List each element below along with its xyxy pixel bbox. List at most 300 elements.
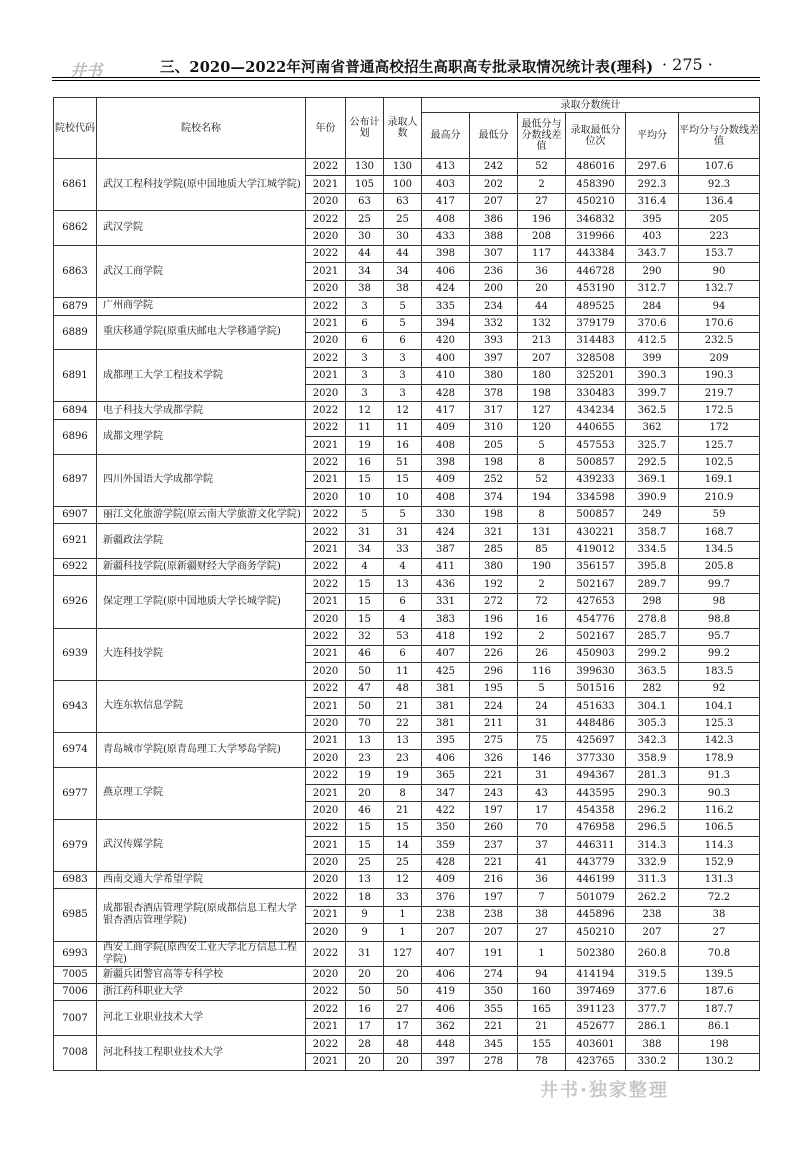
min-diff-cell: 37	[518, 837, 566, 854]
header-plan: 公布计划	[346, 98, 384, 159]
min-rank-cell: 502380	[566, 941, 626, 966]
avg-diff-cell: 205	[679, 211, 760, 228]
avg-diff-cell: 94	[679, 298, 760, 315]
table-row	[54, 628, 760, 645]
min-diff-cell: 5	[518, 680, 566, 697]
min-score-cell: 380	[470, 558, 518, 575]
min-rank-cell: 391123	[566, 1001, 626, 1018]
avg-score-cell: 362.5	[626, 402, 679, 419]
max-score-cell: 381	[422, 680, 470, 697]
min-rank-cell: 434234	[566, 402, 626, 419]
admitted-cell: 12	[384, 872, 422, 889]
min-diff-cell: 180	[518, 367, 566, 384]
avg-diff-cell: 172.5	[679, 402, 760, 419]
min-rank-cell: 446311	[566, 837, 626, 854]
max-score-cell: 411	[422, 558, 470, 575]
avg-score-cell: 284	[626, 298, 679, 315]
min-diff-cell: 44	[518, 298, 566, 315]
min-score-cell: 216	[470, 872, 518, 889]
year-cell: 2022	[306, 506, 346, 523]
min-score-cell: 211	[470, 715, 518, 732]
school-code: 6879	[54, 298, 97, 315]
min-rank-cell: 440655	[566, 419, 626, 436]
avg-score-cell: 343.7	[626, 245, 679, 262]
year-cell: 2022	[306, 1001, 346, 1018]
min-rank-cell: 330483	[566, 385, 626, 402]
avg-diff-cell: 95.7	[679, 628, 760, 645]
min-rank-cell: 454776	[566, 611, 626, 628]
avg-score-cell: 260.8	[626, 941, 679, 966]
max-score-cell: 425	[422, 663, 470, 680]
year-cell: 2021	[306, 1053, 346, 1070]
school-name: 丽江文化旅游学院(原云南大学旅游文化学院)	[97, 506, 306, 523]
avg-diff-cell: 168.7	[679, 524, 760, 541]
admitted-cell: 4	[384, 558, 422, 575]
table-row	[54, 350, 760, 367]
table-row	[54, 966, 760, 983]
max-score-cell: 376	[422, 889, 470, 906]
min-rank-cell: 448486	[566, 715, 626, 732]
max-score-cell: 407	[422, 941, 470, 966]
max-score-cell: 433	[422, 228, 470, 245]
plan-cell: 10	[346, 489, 384, 506]
avg-score-cell: 249	[626, 506, 679, 523]
school-name: 成都理工大学工程技术学院	[97, 350, 306, 402]
plan-cell: 16	[346, 1001, 384, 1018]
avg-score-cell: 314.3	[626, 837, 679, 854]
school-code: 6863	[54, 245, 97, 297]
year-cell: 2021	[306, 437, 346, 454]
year-cell: 2022	[306, 941, 346, 966]
min-rank-cell: 346832	[566, 211, 626, 228]
school-code: 6974	[54, 732, 97, 767]
school-name: 四川外国语大学成都学院	[97, 454, 306, 506]
avg-diff-cell: 209	[679, 350, 760, 367]
max-score-cell: 448	[422, 1036, 470, 1053]
avg-score-cell: 412.5	[626, 332, 679, 349]
school-name: 西安工商学院(原西安工业大学北方信息工程学院)	[97, 941, 306, 966]
max-score-cell: 383	[422, 611, 470, 628]
min-rank-cell: 476958	[566, 819, 626, 836]
min-diff-cell: 16	[518, 611, 566, 628]
avg-score-cell: 395	[626, 211, 679, 228]
avg-diff-cell: 114.3	[679, 837, 760, 854]
school-name: 河北工业职业技术大学	[97, 1001, 306, 1036]
avg-diff-cell: 38	[679, 906, 760, 923]
avg-diff-cell: 92.3	[679, 176, 760, 193]
max-score-cell: 408	[422, 437, 470, 454]
min-rank-cell: 450210	[566, 924, 626, 941]
avg-diff-cell: 125.3	[679, 715, 760, 732]
max-score-cell: 406	[422, 750, 470, 767]
min-score-cell: 274	[470, 966, 518, 983]
school-code: 6977	[54, 767, 97, 819]
plan-cell: 50	[346, 698, 384, 715]
admitted-cell: 8	[384, 785, 422, 802]
table-row	[54, 298, 760, 315]
min-diff-cell: 1	[518, 941, 566, 966]
year-cell: 2021	[306, 176, 346, 193]
min-score-cell: 195	[470, 680, 518, 697]
year-cell: 2021	[306, 906, 346, 923]
avg-score-cell: 304.1	[626, 698, 679, 715]
plan-cell: 20	[346, 966, 384, 983]
table-row	[54, 402, 760, 419]
avg-score-cell: 362	[626, 419, 679, 436]
table-row	[54, 159, 760, 176]
min-diff-cell: 24	[518, 698, 566, 715]
min-score-cell: 224	[470, 698, 518, 715]
school-code: 6921	[54, 524, 97, 559]
max-score-cell: 359	[422, 837, 470, 854]
school-name: 新疆政法学院	[97, 524, 306, 559]
plan-cell: 23	[346, 750, 384, 767]
admitted-cell: 25	[384, 211, 422, 228]
table-body	[54, 159, 760, 1071]
school-code: 6926	[54, 576, 97, 628]
min-score-cell: 310	[470, 419, 518, 436]
max-score-cell: 330	[422, 506, 470, 523]
table-row	[54, 1036, 760, 1053]
avg-diff-cell: 183.5	[679, 663, 760, 680]
avg-score-cell: 377.7	[626, 1001, 679, 1018]
plan-cell: 32	[346, 628, 384, 645]
avg-score-cell: 289.7	[626, 576, 679, 593]
avg-diff-cell: 132.7	[679, 280, 760, 297]
avg-score-cell: 311.3	[626, 872, 679, 889]
min-score-cell: 191	[470, 941, 518, 966]
year-cell: 2022	[306, 576, 346, 593]
avg-score-cell: 286.1	[626, 1018, 679, 1035]
min-diff-cell: 41	[518, 854, 566, 871]
avg-diff-cell: 153.7	[679, 245, 760, 262]
plan-cell: 3	[346, 385, 384, 402]
year-cell: 2022	[306, 419, 346, 436]
avg-diff-cell: 106.5	[679, 819, 760, 836]
min-diff-cell: 127	[518, 402, 566, 419]
min-rank-cell: 500857	[566, 506, 626, 523]
school-name: 西南交通大学希望学院	[97, 872, 306, 889]
table-row	[54, 576, 760, 593]
min-rank-cell: 414194	[566, 966, 626, 983]
year-cell: 2020	[306, 966, 346, 983]
avg-score-cell: 297.6	[626, 159, 679, 176]
avg-score-cell: 342.3	[626, 732, 679, 749]
min-diff-cell: 72	[518, 593, 566, 610]
avg-diff-cell: 72.2	[679, 889, 760, 906]
plan-cell: 50	[346, 983, 384, 1000]
year-cell: 2021	[306, 785, 346, 802]
year-cell: 2022	[306, 159, 346, 176]
min-rank-cell: 419012	[566, 541, 626, 558]
min-diff-cell: 2	[518, 576, 566, 593]
table-row	[54, 506, 760, 523]
min-score-cell: 202	[470, 176, 518, 193]
admitted-cell: 44	[384, 245, 422, 262]
min-score-cell: 275	[470, 732, 518, 749]
avg-diff-cell: 190.3	[679, 367, 760, 384]
plan-cell: 105	[346, 176, 384, 193]
year-cell: 2020	[306, 611, 346, 628]
admitted-cell: 48	[384, 1036, 422, 1053]
header-year: 年份	[306, 98, 346, 159]
min-rank-cell: 443595	[566, 785, 626, 802]
admitted-cell: 53	[384, 628, 422, 645]
min-diff-cell: 165	[518, 1001, 566, 1018]
avg-diff-cell: 210.9	[679, 489, 760, 506]
school-name: 新疆科技学院(原新疆财经大学商务学院)	[97, 558, 306, 575]
year-cell: 2020	[306, 750, 346, 767]
plan-cell: 30	[346, 228, 384, 245]
max-score-cell: 417	[422, 402, 470, 419]
year-cell: 2021	[306, 315, 346, 332]
school-code: 6897	[54, 454, 97, 506]
avg-score-cell: 296.2	[626, 802, 679, 819]
year-cell: 2022	[306, 402, 346, 419]
plan-cell: 3	[346, 350, 384, 367]
admitted-cell: 11	[384, 419, 422, 436]
min-diff-cell: 120	[518, 419, 566, 436]
plan-cell: 44	[346, 245, 384, 262]
avg-diff-cell: 104.1	[679, 698, 760, 715]
min-diff-cell: 7	[518, 889, 566, 906]
school-name: 成都文理学院	[97, 419, 306, 454]
plan-cell: 15	[346, 819, 384, 836]
school-code: 7007	[54, 1001, 97, 1036]
avg-score-cell: 207	[626, 924, 679, 941]
table-row	[54, 889, 760, 906]
min-rank-cell: 430221	[566, 524, 626, 541]
min-rank-cell: 443779	[566, 854, 626, 871]
max-score-cell: 387	[422, 541, 470, 558]
min-score-cell: 296	[470, 663, 518, 680]
min-score-cell: 242	[470, 159, 518, 176]
avg-diff-cell: 107.6	[679, 159, 760, 176]
plan-cell: 63	[346, 193, 384, 210]
avg-score-cell: 262.2	[626, 889, 679, 906]
admitted-cell: 22	[384, 715, 422, 732]
max-score-cell: 238	[422, 906, 470, 923]
year-cell: 2020	[306, 924, 346, 941]
admitted-cell: 34	[384, 263, 422, 280]
school-name: 保定理工学院(原中国地质大学长城学院)	[97, 576, 306, 628]
min-score-cell: 326	[470, 750, 518, 767]
table-row	[54, 454, 760, 471]
min-rank-cell: 445896	[566, 906, 626, 923]
school-code: 6896	[54, 419, 97, 454]
min-rank-cell: 457553	[566, 437, 626, 454]
year-cell: 2022	[306, 680, 346, 697]
min-rank-cell: 494367	[566, 767, 626, 784]
admitted-cell: 17	[384, 1018, 422, 1035]
max-score-cell: 406	[422, 263, 470, 280]
max-score-cell: 398	[422, 245, 470, 262]
admitted-cell: 5	[384, 298, 422, 315]
avg-diff-cell: 27	[679, 924, 760, 941]
min-rank-cell: 314483	[566, 332, 626, 349]
max-score-cell: 409	[422, 472, 470, 489]
year-cell: 2021	[306, 593, 346, 610]
plan-cell: 13	[346, 872, 384, 889]
school-code: 7008	[54, 1036, 97, 1071]
plan-cell: 6	[346, 315, 384, 332]
avg-diff-cell: 198	[679, 1036, 760, 1053]
school-name: 武汉传媒学院	[97, 819, 306, 871]
avg-diff-cell: 99.7	[679, 576, 760, 593]
year-cell: 2022	[306, 628, 346, 645]
min-diff-cell: 94	[518, 966, 566, 983]
table-row	[54, 732, 760, 749]
avg-score-cell: 363.5	[626, 663, 679, 680]
avg-score-cell: 334.5	[626, 541, 679, 558]
avg-diff-cell: 90	[679, 263, 760, 280]
avg-score-cell: 399	[626, 350, 679, 367]
admitted-cell: 16	[384, 437, 422, 454]
min-diff-cell: 160	[518, 983, 566, 1000]
avg-score-cell: 282	[626, 680, 679, 697]
min-rank-cell: 439233	[566, 472, 626, 489]
avg-diff-cell: 170.6	[679, 315, 760, 332]
min-diff-cell: 117	[518, 245, 566, 262]
plan-cell: 4	[346, 558, 384, 575]
max-score-cell: 417	[422, 193, 470, 210]
school-name: 新疆兵团警官高等专科学校	[97, 966, 306, 983]
header-code: 院校代码	[54, 98, 97, 159]
year-cell: 2020	[306, 663, 346, 680]
plan-cell: 9	[346, 906, 384, 923]
admitted-cell: 48	[384, 680, 422, 697]
max-score-cell: 395	[422, 732, 470, 749]
year-cell: 2021	[306, 698, 346, 715]
plan-cell: 50	[346, 663, 384, 680]
min-rank-cell: 458390	[566, 176, 626, 193]
year-cell: 2022	[306, 1036, 346, 1053]
plan-cell: 20	[346, 785, 384, 802]
page-number: · 275 ·	[662, 55, 713, 74]
min-diff-cell: 198	[518, 385, 566, 402]
school-code: 6983	[54, 872, 97, 889]
school-code: 6862	[54, 211, 97, 246]
admitted-cell: 10	[384, 489, 422, 506]
min-rank-cell: 397469	[566, 983, 626, 1000]
max-score-cell: 408	[422, 211, 470, 228]
plan-cell: 6	[346, 332, 384, 349]
max-score-cell: 409	[422, 419, 470, 436]
max-score-cell: 335	[422, 298, 470, 315]
avg-score-cell: 370.6	[626, 315, 679, 332]
admitted-cell: 127	[384, 941, 422, 966]
school-code: 6889	[54, 315, 97, 350]
min-rank-cell: 502167	[566, 576, 626, 593]
table-row	[54, 524, 760, 541]
header-avg-diff: 平均分与分数线差值	[679, 113, 760, 159]
max-score-cell: 403	[422, 176, 470, 193]
avg-diff-cell: 169.1	[679, 472, 760, 489]
max-score-cell: 407	[422, 645, 470, 662]
school-name: 武汉学院	[97, 211, 306, 246]
avg-diff-cell: 130.2	[679, 1053, 760, 1070]
min-score-cell: 252	[470, 472, 518, 489]
school-name: 大连科技学院	[97, 628, 306, 680]
avg-score-cell: 358.7	[626, 524, 679, 541]
min-score-cell: 386	[470, 211, 518, 228]
admitted-cell: 21	[384, 698, 422, 715]
min-diff-cell: 26	[518, 645, 566, 662]
max-score-cell: 406	[422, 966, 470, 983]
avg-diff-cell: 136.4	[679, 193, 760, 210]
admitted-cell: 13	[384, 732, 422, 749]
avg-score-cell: 281.3	[626, 767, 679, 784]
page-title: 三、2020—2022年河南省普通高校招生高职高专批录取情况统计表(理科)	[160, 59, 654, 76]
school-name: 河北科技工程职业技术大学	[97, 1036, 306, 1071]
min-rank-cell: 379179	[566, 315, 626, 332]
header-min: 最低分	[470, 113, 518, 159]
min-diff-cell: 146	[518, 750, 566, 767]
max-score-cell: 347	[422, 785, 470, 802]
min-score-cell: 221	[470, 1018, 518, 1035]
min-rank-cell: 427653	[566, 593, 626, 610]
min-rank-cell: 443384	[566, 245, 626, 262]
admitted-cell: 23	[384, 750, 422, 767]
admitted-cell: 1	[384, 924, 422, 941]
plan-cell: 38	[346, 280, 384, 297]
min-diff-cell: 36	[518, 872, 566, 889]
admitted-cell: 15	[384, 819, 422, 836]
max-score-cell: 424	[422, 280, 470, 297]
max-score-cell: 331	[422, 593, 470, 610]
year-cell: 2022	[306, 350, 346, 367]
max-score-cell: 413	[422, 159, 470, 176]
school-code: 6979	[54, 819, 97, 871]
min-rank-cell: 501079	[566, 889, 626, 906]
min-score-cell: 397	[470, 350, 518, 367]
min-rank-cell: 319966	[566, 228, 626, 245]
avg-diff-cell: 219.7	[679, 385, 760, 402]
year-cell: 2021	[306, 472, 346, 489]
admitted-cell: 3	[384, 350, 422, 367]
min-score-cell: 192	[470, 576, 518, 593]
year-cell: 2022	[306, 819, 346, 836]
max-score-cell: 409	[422, 872, 470, 889]
avg-diff-cell: 205.8	[679, 558, 760, 575]
avg-score-cell: 285.7	[626, 628, 679, 645]
avg-diff-cell: 131.3	[679, 872, 760, 889]
avg-diff-cell: 116.2	[679, 802, 760, 819]
admitted-cell: 33	[384, 541, 422, 558]
year-cell: 2021	[306, 837, 346, 854]
min-score-cell: 317	[470, 402, 518, 419]
avg-diff-cell: 102.5	[679, 454, 760, 471]
avg-score-cell: 319.5	[626, 966, 679, 983]
min-diff-cell: 8	[518, 506, 566, 523]
year-cell: 2020	[306, 854, 346, 871]
plan-cell: 15	[346, 576, 384, 593]
table-row	[54, 872, 760, 889]
max-score-cell: 365	[422, 767, 470, 784]
admitted-cell: 51	[384, 454, 422, 471]
min-diff-cell: 38	[518, 906, 566, 923]
school-code: 6939	[54, 628, 97, 680]
min-diff-cell: 27	[518, 924, 566, 941]
school-code: 6943	[54, 680, 97, 732]
table-row	[54, 941, 760, 966]
avg-score-cell: 296.5	[626, 819, 679, 836]
avg-score-cell: 330.2	[626, 1053, 679, 1070]
min-score-cell: 207	[470, 924, 518, 941]
min-score-cell: 345	[470, 1036, 518, 1053]
min-rank-cell: 502167	[566, 628, 626, 645]
avg-score-cell: 292.5	[626, 454, 679, 471]
